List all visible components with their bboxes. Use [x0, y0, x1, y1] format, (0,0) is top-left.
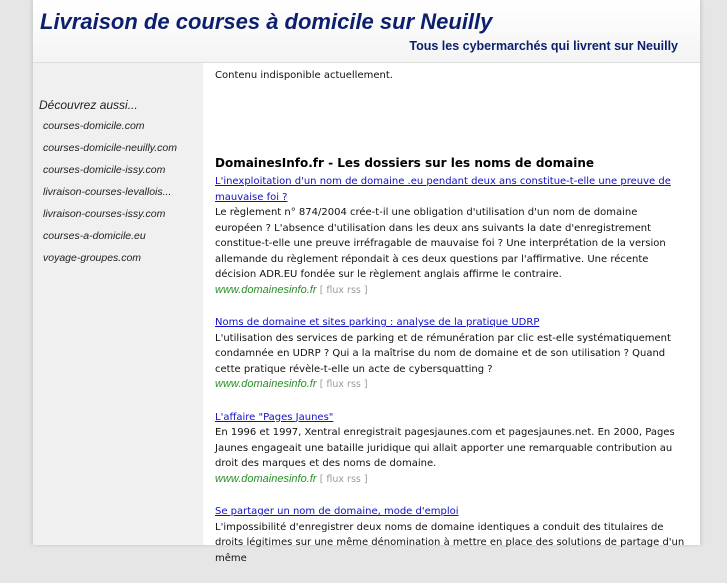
article-item [215, 315, 685, 393]
article-title-link[interactable]: L'inexploitation d'un nom de domaine .eu pendant deux ans constitue-t-elle une preuve de mauvaise foi ? [215, 176, 671, 203]
source-link[interactable]: www.domainesinfo.fr [215, 378, 317, 390]
sidebar-link-courses-a-domicile[interactable]: courses-a-domicile.eu [43, 230, 146, 242]
source-link[interactable]: www.domainesinfo.fr [215, 472, 317, 485]
article-title-link[interactable]: L'affaire "Pages Jaunes" [215, 411, 334, 423]
content-unavailable-notice: Contenu indisponible actuellement. [215, 70, 393, 81]
site-header [33, 0, 700, 63]
article-source [215, 472, 685, 488]
article-title-link[interactable]: Se partager un nom de domaine, mode d'emploi [215, 506, 459, 517]
article-summary: Le règlement n° 874/2004 crée-t-il une obligation d'utilisation d'un nom de domaine européen ? L'absence d'utilisation dans les deux ans suivants la date d'enregistrement constitue-t-elle une preuve irréfragable de mauvaise foi ? Une interprétation de la version allemande du règlement répondait à ces deux questions par l'affirmative. Une récente décision ADR.EU fondée sur le règlement anglais affirme le contraire. [215, 207, 666, 280]
article-summary: L'utilisation des services de parking et de rémunération par clic est-elle systématiquement condamnée en UDRP ? Qui a la maîtrise du nom de domaine et de son utilisation ? Quand cette pratique révèle-t-elle un acte de cybersquatting ? [215, 332, 671, 375]
section-title: DomainesInfo.fr - Les dossiers sur les noms de domaine [215, 156, 595, 170]
sidebar [33, 63, 203, 545]
rss-feed-link[interactable]: [ flux rss ] [319, 379, 368, 390]
sidebar-link-livraison-courses-issy[interactable]: livraison-courses-issy.com [43, 208, 166, 220]
article-item [215, 410, 685, 488]
article-summary: L'impossibilité d'enregistrer deux noms de domaine identiques a conduit des titulaires de droits légitimes sur une même dénomination à mettre en place des solutions de partage d'un même [215, 521, 685, 564]
sidebar-link-courses-domicile-neuilly[interactable]: courses-domicile-neuilly.com [43, 142, 178, 154]
sidebar-link-voyage-groupes[interactable]: voyage-groupes.com [43, 252, 142, 264]
article-source [215, 377, 685, 393]
page-container [33, 0, 700, 564]
source-link[interactable]: www.domainesinfo.fr [215, 283, 317, 296]
sidebar-link-courses-domicile-issy[interactable]: courses-domicile-issy.com [43, 164, 166, 176]
article-summary: En 1996 et 1997, Xentral enregistrait pagesjaunes.com et pagesjaunes.net. En 2000, Pages Jaunes engageait une bataille juridique qui allait apporter une remarquable contribution au droit des marques et des noms de domaine. [215, 427, 675, 469]
article-list [215, 174, 685, 583]
article-title-link[interactable]: Noms de domaine et sites parking : analyse de la pratique UDRP [215, 317, 540, 328]
article-item [215, 174, 685, 298]
rss-feed-link[interactable]: [ flux rss ] [319, 284, 368, 296]
sidebar-links [43, 119, 177, 273]
site-title: Livraison de courses à domicile sur Neuilly [40, 9, 493, 34]
site-subtitle: Tous les cybermarchés qui livrent sur Neuilly [409, 39, 678, 53]
sidebar-title: Découvrez aussi... [39, 98, 138, 112]
rss-feed-link[interactable]: [ flux rss ] [319, 473, 368, 485]
article-source [215, 283, 685, 299]
sidebar-link-courses-domicile[interactable]: courses-domicile.com [43, 120, 145, 132]
sidebar-link-livraison-courses-levallois[interactable]: livraison-courses-levallois... [43, 186, 172, 198]
article-item [215, 504, 685, 566]
